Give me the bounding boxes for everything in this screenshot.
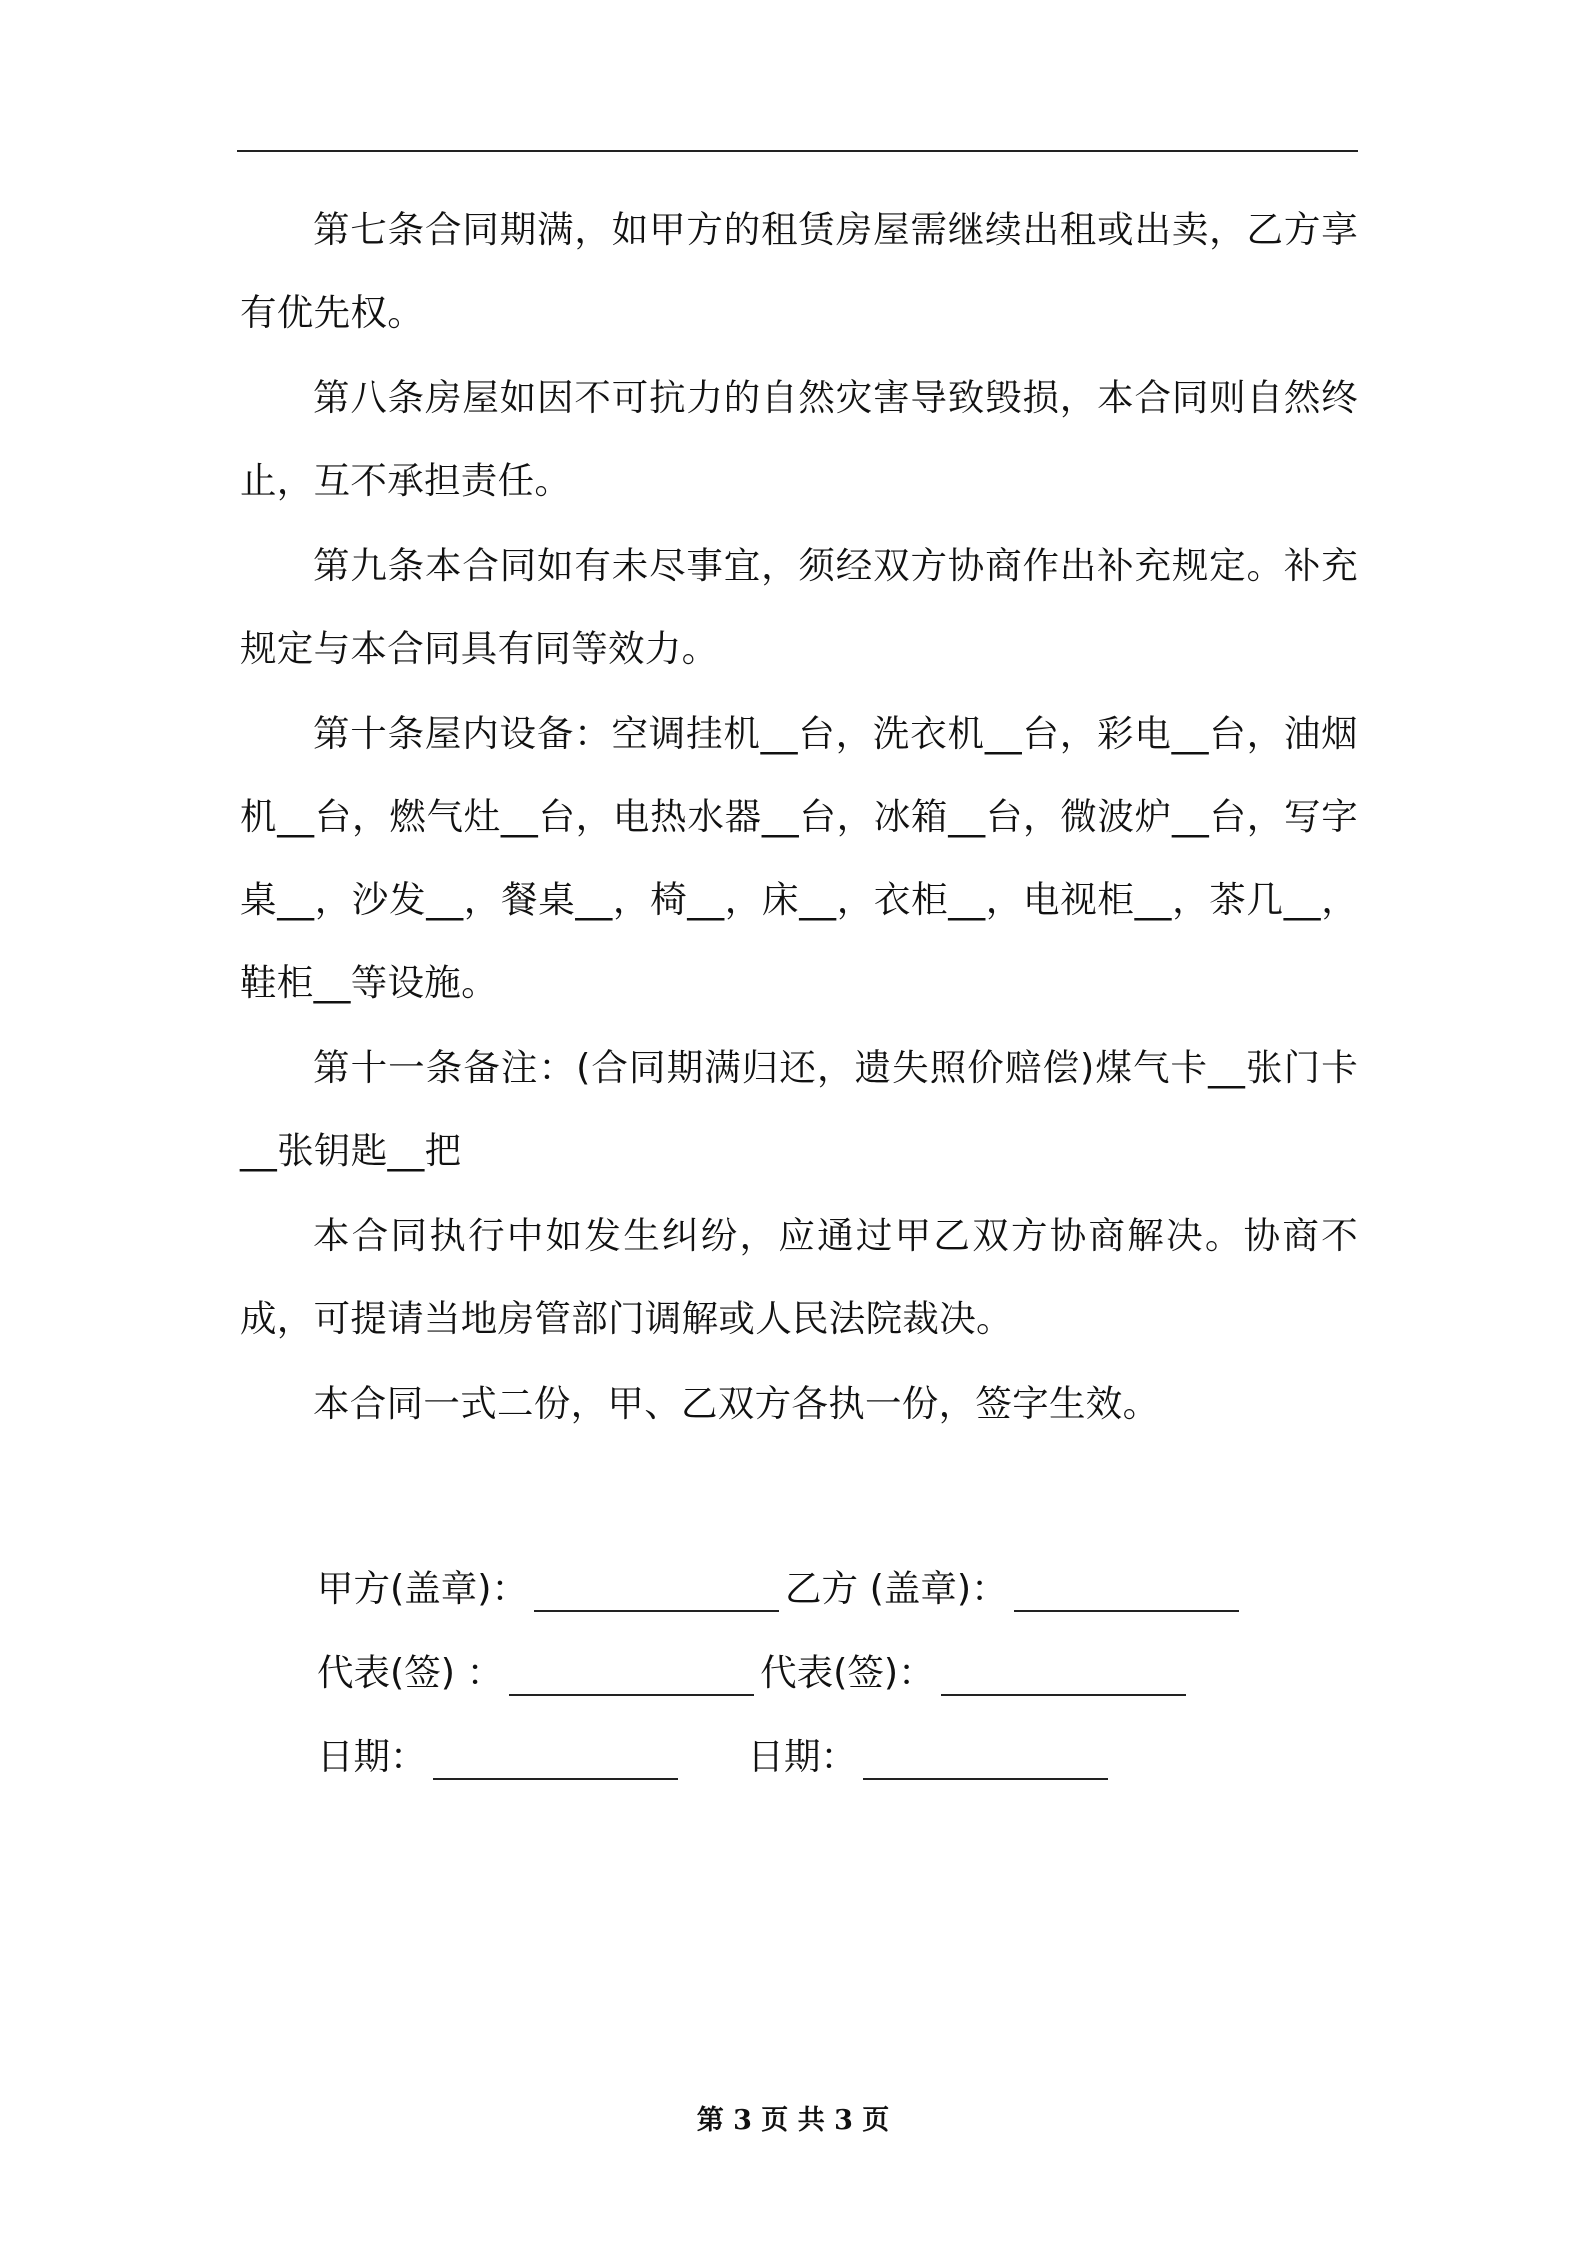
signature-block (317, 1528, 1357, 1780)
party-a-seal-line (534, 1570, 779, 1612)
party-b-seal-line (1014, 1570, 1239, 1612)
representative-row (317, 1612, 1357, 1696)
date-b-label: 日期： (747, 1735, 857, 1778)
clause-8: 第八条房屋如因不可抗力的自然灾害导致毁损，本合同则自然终止，互不承担责任。 (240, 376, 1358, 502)
dispute-clause: 本合同执行中如发生纠纷，应通过甲乙双方协商解决。协商不成，可提请当地房管部门调解或人民法院裁决。 (240, 1214, 1358, 1340)
date-a-line (433, 1738, 678, 1780)
clause-7: 第七条合同期满，如甲方的租赁房屋需继续出租或出卖，乙方享有优先权。 (240, 208, 1358, 334)
clause-9: 第九条本合同如有未尽事宜，须经双方协商作出补充规定。补充规定与本合同具有同等效力。 (240, 544, 1358, 670)
rep-a-label: 代表(签) ： (317, 1651, 504, 1694)
date-b-line (863, 1738, 1108, 1780)
copies-clause: 本合同一式二份，甲、乙双方各执一份，签字生效。 (313, 1382, 1160, 1425)
seal-row (317, 1528, 1357, 1612)
contract-body (240, 188, 1358, 1447)
party-a-seal-label: 甲方(盖章)： (317, 1567, 528, 1610)
rep-a-line (509, 1654, 754, 1696)
date-a-label: 日期： (317, 1735, 427, 1778)
clause-11: 第十一条备注：(合同期满归还，遗失照价赔偿)煤气卡__张门卡__张钥匙__把 (240, 1046, 1358, 1172)
date-row (317, 1696, 1357, 1780)
party-b-seal-label: 乙方 (盖章)： (784, 1567, 1008, 1610)
clause-10: 第十条屋内设备：空调挂机__台，洗衣机__台，彩电__台，油烟机__台，燃气灶__台，电热水器__台，冰箱__台，微波炉__台，写字桌__，沙发__，餐桌__，椅__，床__，衣柜__，电视柜__，茶几__，鞋柜__等设施。 (240, 712, 1358, 1004)
header-rule (237, 150, 1358, 152)
page-number: 第 3 页 共 3 页 (696, 2105, 890, 2136)
rep-b-label: 代表(签)： (760, 1651, 935, 1694)
rep-b-line (941, 1654, 1186, 1696)
